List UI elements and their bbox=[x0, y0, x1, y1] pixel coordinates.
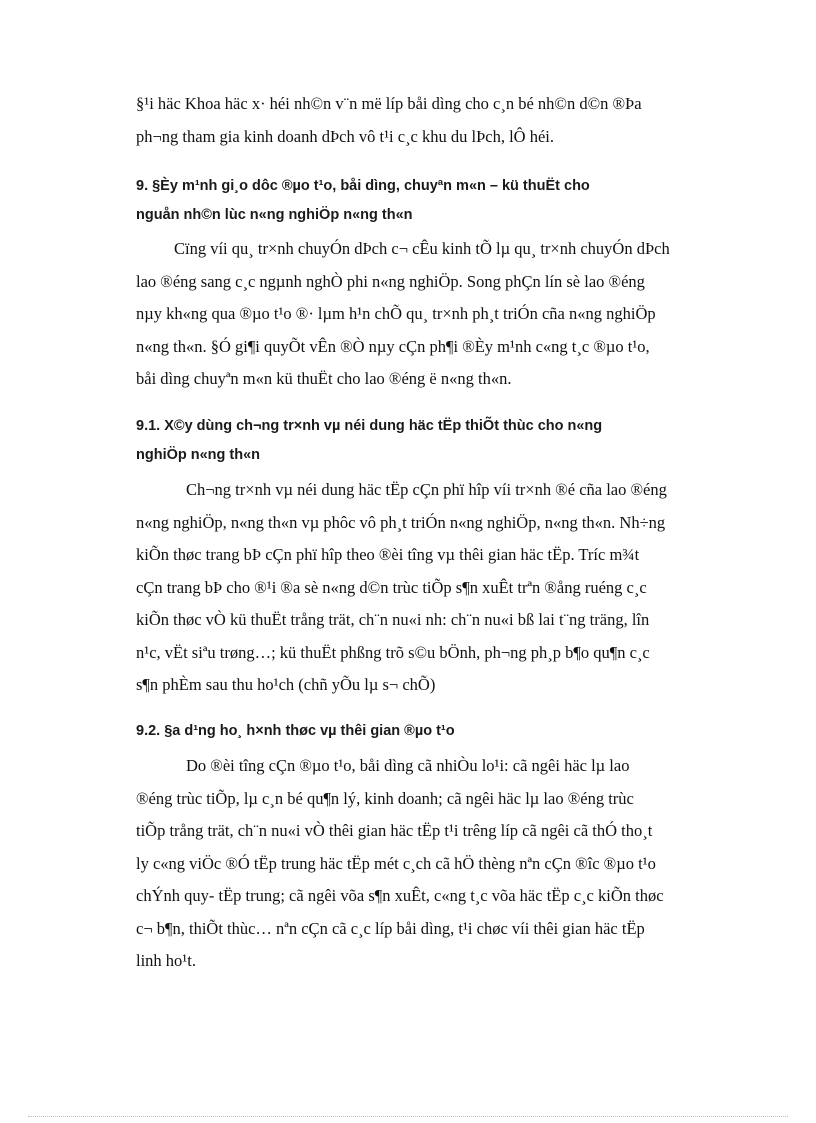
text-line: lao ®éng sang c¸c ngµnh nghÒ phi n«ng nghiÖp. Song phÇn lín sè lao ®éng bbox=[136, 271, 645, 291]
text-line: Ch¬ng tr×nh vµ néi dung häc tËp cÇn phï hîp víi tr×nh ®é cña lao ®éng bbox=[186, 480, 667, 499]
text-line: c¬ b¶n, thiÕt thùc… nªn cÇn cã c¸c líp båi dìng, t¹i chøc víi thêi gian häc tËp bbox=[136, 918, 645, 938]
heading-line: 9. §Èy m¹nh gi¸o dôc ®µo t¹o, båi dìng, chuyªn m«n – kü thuËt cho bbox=[136, 178, 590, 194]
text-line: Do ®èi tîng cÇn ®µo t¹o, båi dìng cã nhiÒu lo¹i: cã ngêi häc lµ lao bbox=[186, 756, 630, 775]
heading-line: 9.1. X©y dùng ch¬ng tr×nh vµ néi dung häc tËp thiÕt thùc cho n«ng bbox=[136, 418, 603, 434]
section-9-1-heading bbox=[136, 412, 758, 470]
text-line: cÇn trang bÞ cho ®¹i ®a sè n«ng d©n trùc tiÕp s¶n xuÊt trªn ®ång ruéng c¸c bbox=[136, 577, 647, 597]
text-line: linh ho¹t. bbox=[136, 951, 196, 970]
page-bottom-divider bbox=[28, 1116, 788, 1117]
text-line: tiÕp trång trät, ch¨n nu«i vÒ thêi gian häc tËp t¹i trêng líp cã ngêi cã thÓ tho¸t bbox=[136, 821, 653, 840]
heading-line: 9.2. §a d¹ng ho¸ h×nh thøc vµ thêi gian ®µo t¹o bbox=[136, 723, 455, 739]
text-line: s¶n phÈm sau thu ho¹ch (chñ yÕu lµ s¬ chÕ) bbox=[136, 675, 436, 694]
text-line: chÝnh quy- tËp trung; cã ngêi võa s¶n xuÊt, c«ng t¸c võa häc tËp c¸c kiÕn thøc bbox=[136, 886, 664, 905]
text-line: nµy kh«ng qua ®µo t¹o ®· lµm h¹n chÕ qu¸ tr×nh ph¸t triÓn cña n«ng nghiÖp bbox=[136, 304, 656, 323]
section-9-2-paragraph bbox=[136, 750, 758, 978]
section-9-paragraph bbox=[136, 233, 758, 396]
text-line: båi dìng chuyªn m«n kü thuËt cho lao ®éng ë n«ng th«n. bbox=[136, 369, 512, 388]
section-9-2-heading bbox=[136, 717, 758, 746]
heading-line: nguån nh©n lùc n«ng nghiÖp n«ng th«n bbox=[136, 207, 413, 223]
text-line: ly c«ng viÖc ®Ó tËp trung häc tËp mét c¸ch cã hÖ thèng nªn cÇn ®îc ®µo t¹o bbox=[136, 853, 656, 873]
text-line: n¹c, vËt siªu trøng…; kü thuËt phßng trõ s©u bÖnh, ph¬ng ph¸p b¶o qu¶n c¸c bbox=[136, 642, 650, 662]
text-line: ph¬ng tham gia kinh doanh dÞch vô t¹i c¸c khu du lÞch, lÔ héi. bbox=[136, 126, 554, 146]
text-line: kiÕn thøc trang bÞ cÇn phï hîp theo ®èi tîng vµ thêi gian häc tËp. Tríc m¾t bbox=[136, 545, 640, 564]
text-line: ®éng trùc tiÕp, lµ c¸n bé qu¶n lý, kinh doanh; cã ngêi häc lµ lao ®éng trùc bbox=[136, 788, 634, 808]
text-line: Cïng víi qu¸ tr×nh chuyÓn dÞch c¬ cÊu kinh tÕ lµ qu¸ tr×nh chuyÓn dÞch bbox=[174, 239, 670, 258]
section-9-1-paragraph bbox=[136, 474, 758, 702]
text-line: n«ng nghiÖp, n«ng th«n vµ phôc vô ph¸t triÓn n«ng nghiÖp, n«ng th«n. Nh÷ng bbox=[136, 512, 666, 532]
text-line: §¹i häc Khoa häc x· héi nh©n v¨n më líp båi dìng cho c¸n bé nh©n d©n ®Þa bbox=[136, 94, 642, 113]
text-line: kiÕn thøc vÒ kü thuËt trång trät, ch¨n nu«i nh: ch¨n nu«i bß lai t¨ng träng, lîn bbox=[136, 610, 650, 629]
intro-paragraph bbox=[136, 88, 758, 153]
heading-line: nghiÖp n«ng th«n bbox=[136, 447, 261, 463]
text-line: n«ng th«n. §Ó gi¶i quyÕt vÊn ®Ò nµy cÇn ph¶i ®Èy m¹nh c«ng t¸c ®µo t¹o, bbox=[136, 336, 650, 356]
section-9-heading bbox=[136, 172, 758, 230]
